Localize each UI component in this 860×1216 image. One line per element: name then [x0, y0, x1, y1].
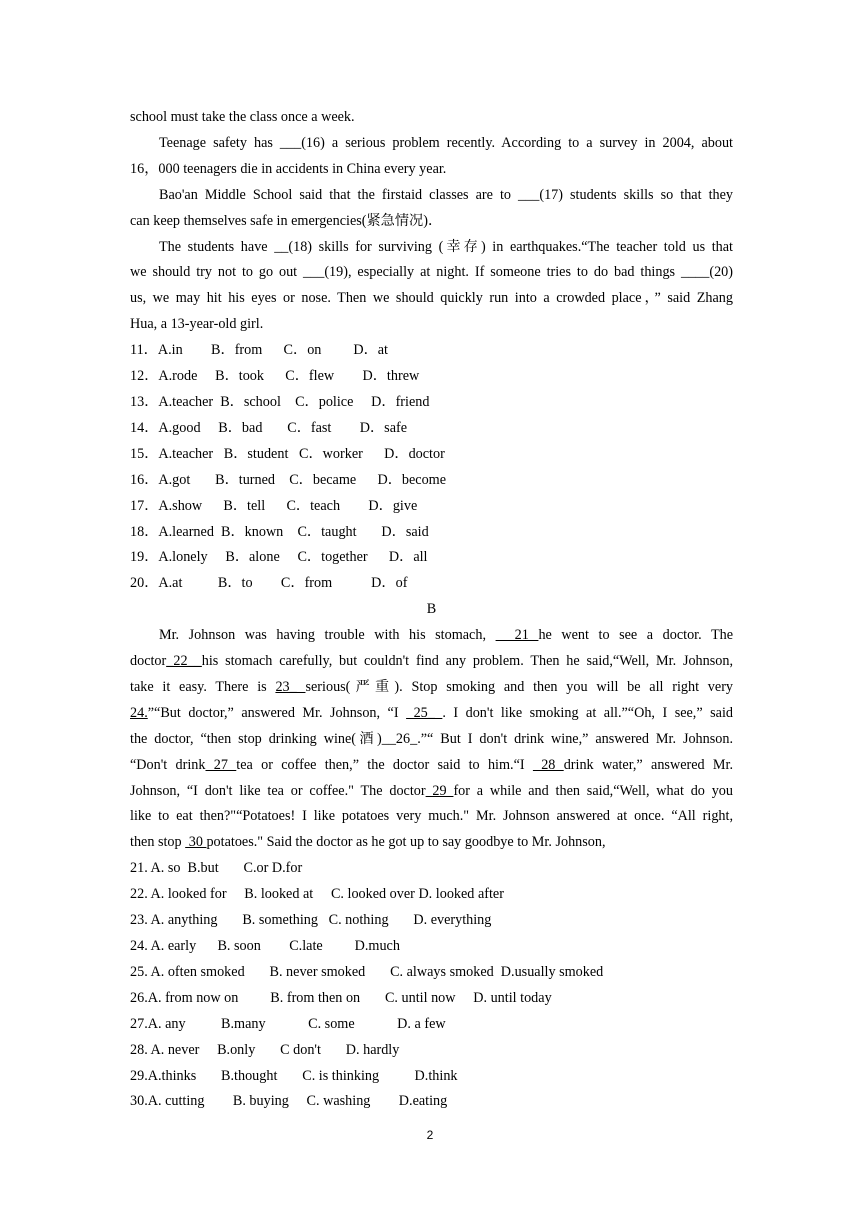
option-line-19: 19．A.lonely B．alone C．together D．all — [130, 549, 428, 566]
paragraph-line: Bao'an Middle School said that the firstaid classes are to ___(17) students skills so that they — [159, 186, 733, 203]
text-run: take it easy. There is — [130, 678, 276, 695]
page-content — [130, 105, 733, 1115]
option-line-21: 21. A. so B.but C.or D.for — [130, 860, 303, 877]
option-line-23: 23. A. anything B. something C. nothing D. everything — [130, 912, 492, 929]
text-run: ”“But doctor,” answered Mr. Johnson, “I — [147, 704, 407, 721]
blank-28: 28 — [532, 756, 564, 773]
option-line-15: 15．A.teacher B．student C．worker D．doctor — [130, 445, 445, 462]
option-line-26: 26.A. from now on B. from then on C. until now D. until today — [130, 989, 552, 1006]
paragraph-line — [130, 779, 733, 805]
paragraph-line — [130, 753, 733, 779]
text-run: for a while and then said,“Well, what do you — [453, 782, 733, 799]
section-heading-b: B — [426, 601, 437, 618]
blank-27: 27 — [205, 756, 237, 773]
option-line-28: 28. A. never B.only C don't D. hardly — [130, 1041, 400, 1058]
option-line-25: 25. A. often smoked B. never smoked C. always smoked D.usually smoked — [130, 963, 604, 980]
blank-23: 23_ — [275, 678, 306, 695]
page-number: 2 — [426, 1128, 434, 1142]
blank-29: 29 — [425, 782, 454, 799]
text-run: serious(严重). Stop smoking and then you will be all right very — [305, 678, 734, 695]
paragraph-line — [130, 830, 733, 856]
paragraph-line: the doctor, “then stop drinking wine(酒)__26_.”“ But I don't drink wine,” answered Mr. Johnson. — [130, 730, 733, 747]
blank-30: 30 — [185, 834, 207, 851]
text-run: drink water,” answered Mr. — [563, 756, 734, 773]
paragraph-line — [130, 701, 733, 727]
paragraph-line: The students have __(18) skills for surviving (幸存) in earthquakes.“The teacher told us that — [159, 238, 733, 255]
option-line-17: 17．A.show B．tell C．teach D．give — [130, 497, 418, 514]
option-line-14: 14．A.good B．bad C．fast D．safe — [130, 419, 408, 436]
text-run: he went to see a doctor. The — [538, 627, 734, 644]
paragraph-line: we should try not to go out ___(19), especially at night. If someone tries to do bad things ____(20) — [130, 264, 733, 281]
text-run: “Don't drink — [130, 756, 206, 773]
blank-25: 25_ — [406, 704, 443, 721]
option-line-16: 16．A.got B．turned C．became D．become — [130, 471, 447, 488]
paragraph-line: like to eat then?"“Potatoes! I like potatoes very much." Mr. Johnson answered at once. “All right, — [130, 808, 733, 825]
paragraph-line: Hua, a 13-year-old girl. — [130, 316, 264, 333]
options-list-b — [130, 856, 733, 1115]
option-line-20: 20．A.at B．to C．from D．of — [130, 575, 408, 592]
option-line-24: 24. A. early B. soon C.late D.much — [130, 938, 400, 954]
paragraph-line: us, we may hit his eyes or nose. Then we should quickly run into a crowded place，” said Zhang — [130, 290, 733, 307]
option-line-22: 22. A. looked for B. looked at C. looked over D. looked after — [130, 886, 504, 903]
option-line-30: 30.A. cutting B. buying C. washing D.eating — [130, 1093, 448, 1110]
blank-24: 24. — [130, 704, 148, 721]
text-run: tea or coffee then,” the doctor said to him.“I — [236, 756, 533, 773]
paragraph-line — [130, 623, 733, 649]
option-line-18: 18．A.learned B．known C．taught D．said — [130, 523, 429, 540]
text-run: his stomach carefully, but couldn't find any problem. Then he said,“Well, Mr. Johnson, — [201, 653, 733, 670]
option-line-12: 12．A.rode B．took C．flew D．threw — [130, 368, 420, 385]
paragraph-line: Teenage safety has ___(16) a serious problem recently. According to a survey in 2004, about — [159, 134, 733, 151]
text-run: . I don't like smoking at all.”“Oh, I see,” said — [442, 704, 734, 721]
text-run: then stop — [130, 834, 186, 851]
paragraph-line: can keep themselves safe in emergencies(紧急情况)． — [130, 212, 443, 229]
paragraph-line: 16，000 teenagers die in accidents in China every year. — [130, 160, 447, 177]
paragraph-line — [130, 675, 733, 701]
text-run: potatoes." Said the doctor as he got up to say goodbye to Mr. Johnson, — [206, 834, 606, 851]
blank-21: 21 — [495, 627, 539, 644]
paragraph-line: school must take the class once a week. — [130, 109, 355, 125]
option-line-27: 27.A. any B.many C. some D. a few — [130, 1015, 446, 1032]
blank-22: _22__ — [166, 653, 202, 670]
options-list-a — [130, 338, 733, 597]
option-line-29: 29.A.thinks B.thought C. is thinking D.think — [130, 1067, 458, 1084]
paragraph-line — [130, 649, 733, 675]
option-line-13: 13．A.teacher B．school C．police D．friend — [130, 393, 430, 410]
option-line-11: 11．A.in B．from C．on D．at — [130, 342, 388, 359]
text-run: Johnson, “I don't like tea or coffee." The doctor — [130, 782, 426, 799]
text-run: doctor — [130, 653, 167, 670]
text-run: Mr. Johnson was having trouble with his stomach, — [159, 627, 496, 644]
